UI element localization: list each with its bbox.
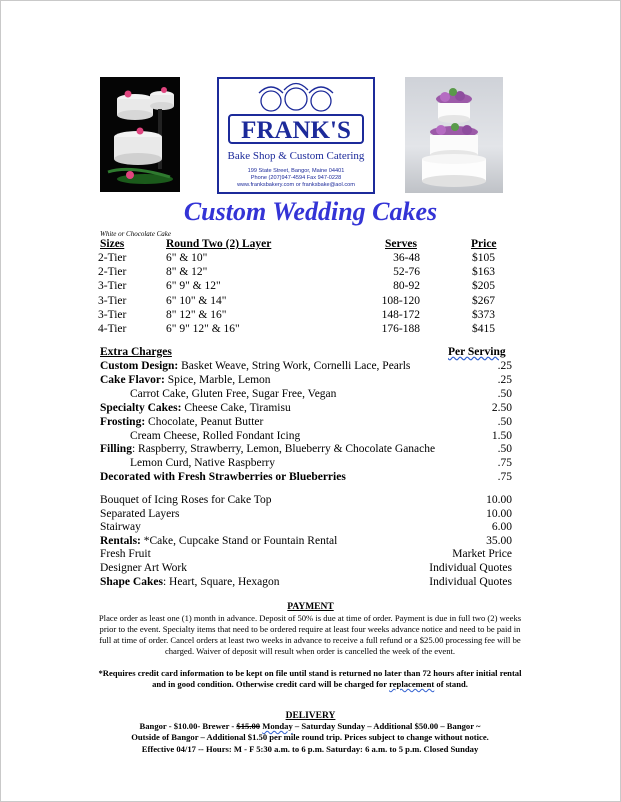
size-serves: 80-92 — [393, 280, 420, 293]
delivery-line-3: Effective 04/17 -- Hours: M - F 5:30 a.m. to 6 p.m. Saturday: 6 a.m. to 5 p.m. Closed Sunday — [141, 744, 479, 754]
extra-price: .75 — [497, 471, 512, 484]
price-header: Price — [471, 238, 497, 250]
other-charge-price: 10.00 — [486, 507, 512, 520]
extra-label: Frosting: — [100, 415, 146, 428]
extra-label: Filling — [100, 443, 132, 456]
size-tier: 2-Tier — [98, 266, 127, 279]
other-charge-text: Stairway — [100, 521, 141, 534]
size-serves: 148-172 — [381, 308, 420, 321]
extra-row — [100, 416, 263, 429]
extras-header: Extra Charges — [100, 346, 172, 358]
extra-text: Carrot Cake, Gluten Free, Sugar Free, Vegan — [130, 387, 337, 400]
extra-price: 1.50 — [491, 429, 512, 442]
extra-price: .25 — [497, 373, 512, 386]
logo-web: www.franksbakery.com or franksbake@aol.com — [237, 182, 355, 188]
extra-price: .25 — [497, 360, 512, 372]
extra-row — [100, 402, 291, 415]
size-serves: 36-48 — [393, 252, 420, 264]
extra-price: .75 — [497, 457, 512, 470]
payment-note: *Requires credit card information to be kept on file until stand is returned no later than 72 hours after initial rental and in good condition. Otherwise credit card will be charged for replacement of stand. — [98, 668, 522, 689]
size-serves: 176-188 — [381, 323, 420, 335]
extra-row — [100, 360, 410, 373]
other-charge-price: Market Price — [452, 548, 512, 561]
size-layers: 6" & 10" — [166, 252, 208, 264]
extra-row — [130, 457, 275, 470]
other-charge-row — [100, 535, 337, 548]
extra-price: .50 — [497, 415, 512, 428]
size-serves: 108-120 — [381, 294, 420, 307]
logo-tagline: Bake Shop & Custom Catering — [227, 150, 365, 162]
delivery-heading: DELIVERY — [285, 711, 336, 721]
size-layers: 6" 9" & 12" — [166, 280, 221, 293]
size-layers: 6" 9" 12" & 16" — [166, 323, 240, 335]
size-price: $205 — [472, 280, 495, 293]
other-charge-row — [100, 494, 271, 507]
other-charge-row — [100, 548, 151, 561]
payment-heading: PAYMENT — [287, 602, 334, 612]
size-price: $267 — [472, 294, 495, 307]
size-serves: 52-76 — [393, 266, 420, 279]
size-tier: 3-Tier — [98, 280, 127, 293]
size-layers: 8" 12" & 16" — [166, 308, 227, 321]
sizes-header: Sizes — [100, 238, 125, 250]
logo-name: FRANK'S — [241, 117, 351, 144]
size-price: $163 — [472, 266, 495, 279]
payment-body: Place order as least one (1) month in advance. Deposit of 50% is due at time of order. Payment is due in full two (2) weeks prior to the event. Specialty items that need to be ordered require at least four weeks advance notice and need to be paid in full at time of order. Cancel orders at least two weeks in advance to receive a full refund or a $25.00 processing fee will be charged. Waiver of deposit will result when order is cancelled the week of the event. — [98, 613, 522, 656]
logo-address: 199 State Street, Bangor, Maine 04401 — [247, 168, 345, 174]
other-charge-price: 35.00 — [486, 534, 512, 547]
extra-price: .50 — [497, 387, 512, 400]
extra-text: : Raspberry, Strawberry, Lemon, Blueberry & Chocolate Ganache — [131, 443, 436, 456]
serves-header: Serves — [385, 238, 417, 250]
size-price: $415 — [472, 323, 495, 335]
extra-row — [130, 388, 336, 401]
size-tier: 4-Tier — [98, 323, 127, 335]
other-charge-row — [100, 562, 187, 575]
size-tier: 3-Tier — [98, 294, 127, 307]
size-layers: 6" 10" & 14" — [166, 294, 227, 307]
layers-header: Round Two (2) Layer — [166, 238, 272, 250]
other-charge-text: *Cake, Cupcake Stand or Fountain Rental — [140, 534, 338, 547]
extra-row — [100, 374, 271, 387]
other-charge-price: 6.00 — [491, 521, 512, 534]
extra-text: Cream Cheese, Rolled Fondant Icing — [130, 429, 301, 442]
extra-row — [100, 443, 435, 456]
extra-row — [130, 430, 300, 443]
extra-label: Specialty Cakes: — [100, 401, 182, 414]
other-charge-row — [100, 521, 141, 534]
extra-label: Custom Design: — [100, 360, 179, 372]
extra-label: Decorated with Fresh Strawberries or Blueberries — [100, 471, 346, 484]
extra-price: .50 — [497, 443, 512, 456]
other-charge-text: Fresh Fruit — [100, 548, 151, 561]
extra-label: Cake Flavor: — [100, 373, 165, 386]
delivery-line-2: Outside of Bangor – Additional $1.50 per mile round trip. Prices subject to change without notice. — [131, 732, 489, 742]
size-price: $373 — [472, 308, 495, 321]
extra-row — [100, 471, 346, 484]
logo-phone: Phone (207)947-4594 Fax 947-0228 — [250, 175, 342, 181]
cake-subtitle: White or Chocolate Cake — [100, 230, 171, 238]
other-charge-price: Individual Quotes — [429, 575, 512, 588]
franks-logo — [217, 77, 375, 194]
page-title: Custom Wedding Cakes — [183, 197, 438, 226]
size-tier: 2-Tier — [98, 252, 127, 264]
size-layers: 8" & 12" — [166, 266, 208, 279]
cake-photo-right — [405, 77, 503, 193]
other-charge-text: Separated Layers — [100, 507, 180, 520]
other-charge-price: 10.00 — [486, 494, 512, 506]
size-price: $105 — [472, 252, 495, 264]
extra-price: 2.50 — [491, 401, 512, 414]
other-charge-text: : Heart, Square, Hexagon — [162, 575, 280, 588]
extra-text: Chocolate, Peanut Butter — [145, 415, 264, 428]
other-charge-text: Designer Art Work — [100, 562, 188, 574]
other-charge-text: Bouquet of Icing Roses for Cake Top — [100, 494, 272, 506]
per-serving-header: Per Serving — [448, 346, 506, 358]
other-charge-row — [100, 508, 180, 521]
delivery-line-1: Bangor - $10.00- Brewer - $15.00 Monday – Saturday Sunday – Additional $50.00 – Bangor ~ — [139, 721, 481, 731]
other-charge-label: Rentals: — [100, 534, 141, 547]
extra-text: Lemon Curd, Native Raspberry — [130, 457, 275, 470]
other-charge-label: Shape Cakes — [100, 575, 163, 588]
cake-photo-left — [100, 77, 180, 192]
other-charge-price: Individual Quotes — [429, 562, 512, 574]
extra-text: Basket Weave, String Work, Cornelli Lace, Pearls — [178, 360, 411, 372]
extra-text: Spice, Marble, Lemon — [164, 373, 271, 386]
other-charge-row — [100, 576, 280, 589]
extra-text: Cheese Cake, Tiramisu — [181, 401, 291, 414]
size-tier: 3-Tier — [98, 308, 127, 321]
